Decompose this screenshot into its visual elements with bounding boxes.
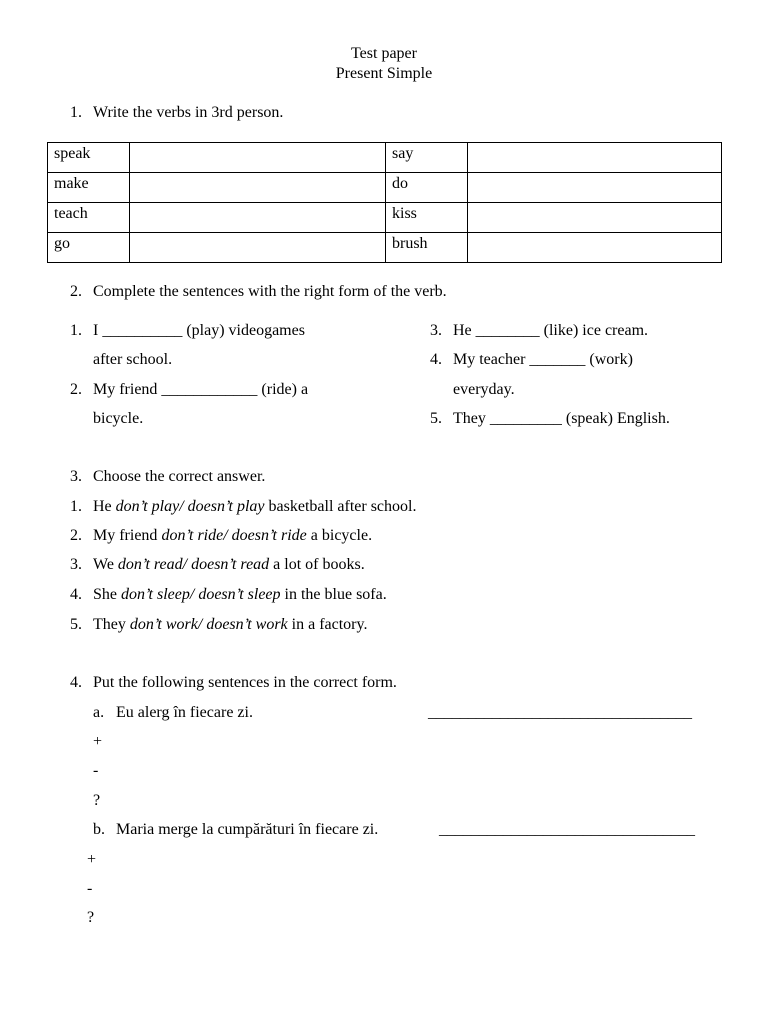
choice-post: a bicycle. — [306, 527, 373, 544]
interrogative-mark: ? — [93, 792, 101, 809]
verb-cell: say — [386, 143, 468, 173]
item-b-answer-blank[interactable]: ________________________________ — [439, 821, 695, 838]
verb-cell: brush — [386, 233, 468, 263]
exercise-4-instruction: Put the following sentences in the correct form. — [93, 674, 397, 691]
choice-options: don’t play/ doesn’t play — [115, 498, 265, 515]
item-b-letter: b. — [93, 821, 105, 838]
table-row — [48, 203, 722, 233]
choice-number: 3. — [70, 556, 82, 573]
exercise-1-number: 1. — [70, 104, 82, 121]
negative-mark: - — [93, 762, 99, 779]
choice-sentence — [93, 555, 365, 575]
sentence-number: 2. — [70, 381, 82, 398]
exercise-3-number: 3. — [70, 468, 82, 485]
item-a-sentence: Eu alerg în fiecare zi. — [116, 704, 253, 721]
sentence-text: after school. — [93, 351, 173, 368]
choice-post: basketball after school. — [264, 498, 417, 515]
answer-cell[interactable] — [130, 173, 386, 203]
affirmative-mark: + — [93, 733, 103, 750]
item-a-letter: a. — [93, 704, 105, 721]
choice-post: in a factory. — [287, 616, 368, 633]
choice-sentence — [93, 615, 367, 635]
verb-cell: go — [48, 233, 130, 263]
choice-options: don’t read/ doesn’t read — [117, 556, 270, 573]
affirmative-mark: + — [87, 851, 97, 868]
choice-pre: My friend — [93, 527, 162, 544]
choice-number: 2. — [70, 527, 82, 544]
exercise-4-number: 4. — [70, 674, 82, 691]
choice-pre: We — [93, 556, 118, 573]
choice-post: in the blue sofa. — [280, 586, 387, 603]
page-title: Test paper — [351, 45, 417, 62]
table-row — [48, 233, 722, 263]
sentence-text: He ________ (like) ice cream. — [453, 322, 649, 339]
answer-cell[interactable] — [468, 203, 722, 233]
verb-cell: make — [48, 173, 130, 203]
verbs-table — [47, 142, 722, 263]
answer-cell[interactable] — [130, 203, 386, 233]
exercise-3-instruction: Choose the correct answer. — [93, 468, 266, 485]
answer-cell[interactable] — [468, 233, 722, 263]
sentence-text: I __________ (play) videogames — [93, 322, 305, 339]
choice-number: 4. — [70, 586, 82, 603]
sentence-text: They _________ (speak) English. — [453, 410, 670, 427]
choice-sentence — [93, 497, 416, 517]
item-b-sentence: Maria merge la cumpărături în fiecare zi. — [116, 821, 379, 838]
table-row — [48, 173, 722, 203]
answer-cell[interactable] — [130, 233, 386, 263]
page-subtitle: Present Simple — [335, 65, 433, 82]
item-a-answer-blank[interactable]: _________________________________ — [428, 704, 692, 721]
verb-cell: do — [386, 173, 468, 203]
choice-number: 1. — [70, 498, 82, 515]
choice-options: don’t work/ doesn’t work — [129, 616, 288, 633]
sentence-text: My teacher _______ (work) — [453, 351, 633, 368]
choice-sentence — [93, 526, 372, 546]
choice-number: 5. — [70, 616, 82, 633]
choice-post: a lot of books. — [269, 556, 365, 573]
sentence-number: 4. — [430, 351, 442, 368]
choice-options: don’t sleep/ doesn’t sleep — [121, 586, 281, 603]
negative-mark: - — [87, 880, 93, 897]
answer-cell[interactable] — [468, 143, 722, 173]
sentence-text: everyday. — [453, 381, 515, 398]
verb-cell: teach — [48, 203, 130, 233]
sentence-text: bicycle. — [93, 410, 144, 427]
sentence-text: My friend ____________ (ride) a — [93, 381, 309, 398]
choice-sentence — [93, 585, 387, 605]
verb-cell: kiss — [386, 203, 468, 233]
exercise-2-instruction: Complete the sentences with the right form of the verb. — [93, 283, 447, 300]
sentence-number: 5. — [430, 410, 442, 427]
sentence-number: 1. — [70, 322, 82, 339]
interrogative-mark: ? — [87, 909, 95, 926]
choice-pre: She — [93, 586, 121, 603]
exercise-2-number: 2. — [70, 283, 82, 300]
answer-cell[interactable] — [468, 173, 722, 203]
choice-options: don’t ride/ doesn’t ride — [161, 527, 307, 544]
exercise-1-instruction: Write the verbs in 3rd person. — [93, 104, 284, 121]
verb-cell: speak — [48, 143, 130, 173]
choice-pre: He — [93, 498, 116, 515]
sentence-number: 3. — [430, 322, 442, 339]
answer-cell[interactable] — [130, 143, 386, 173]
choice-pre: They — [93, 616, 130, 633]
table-row — [48, 143, 722, 173]
